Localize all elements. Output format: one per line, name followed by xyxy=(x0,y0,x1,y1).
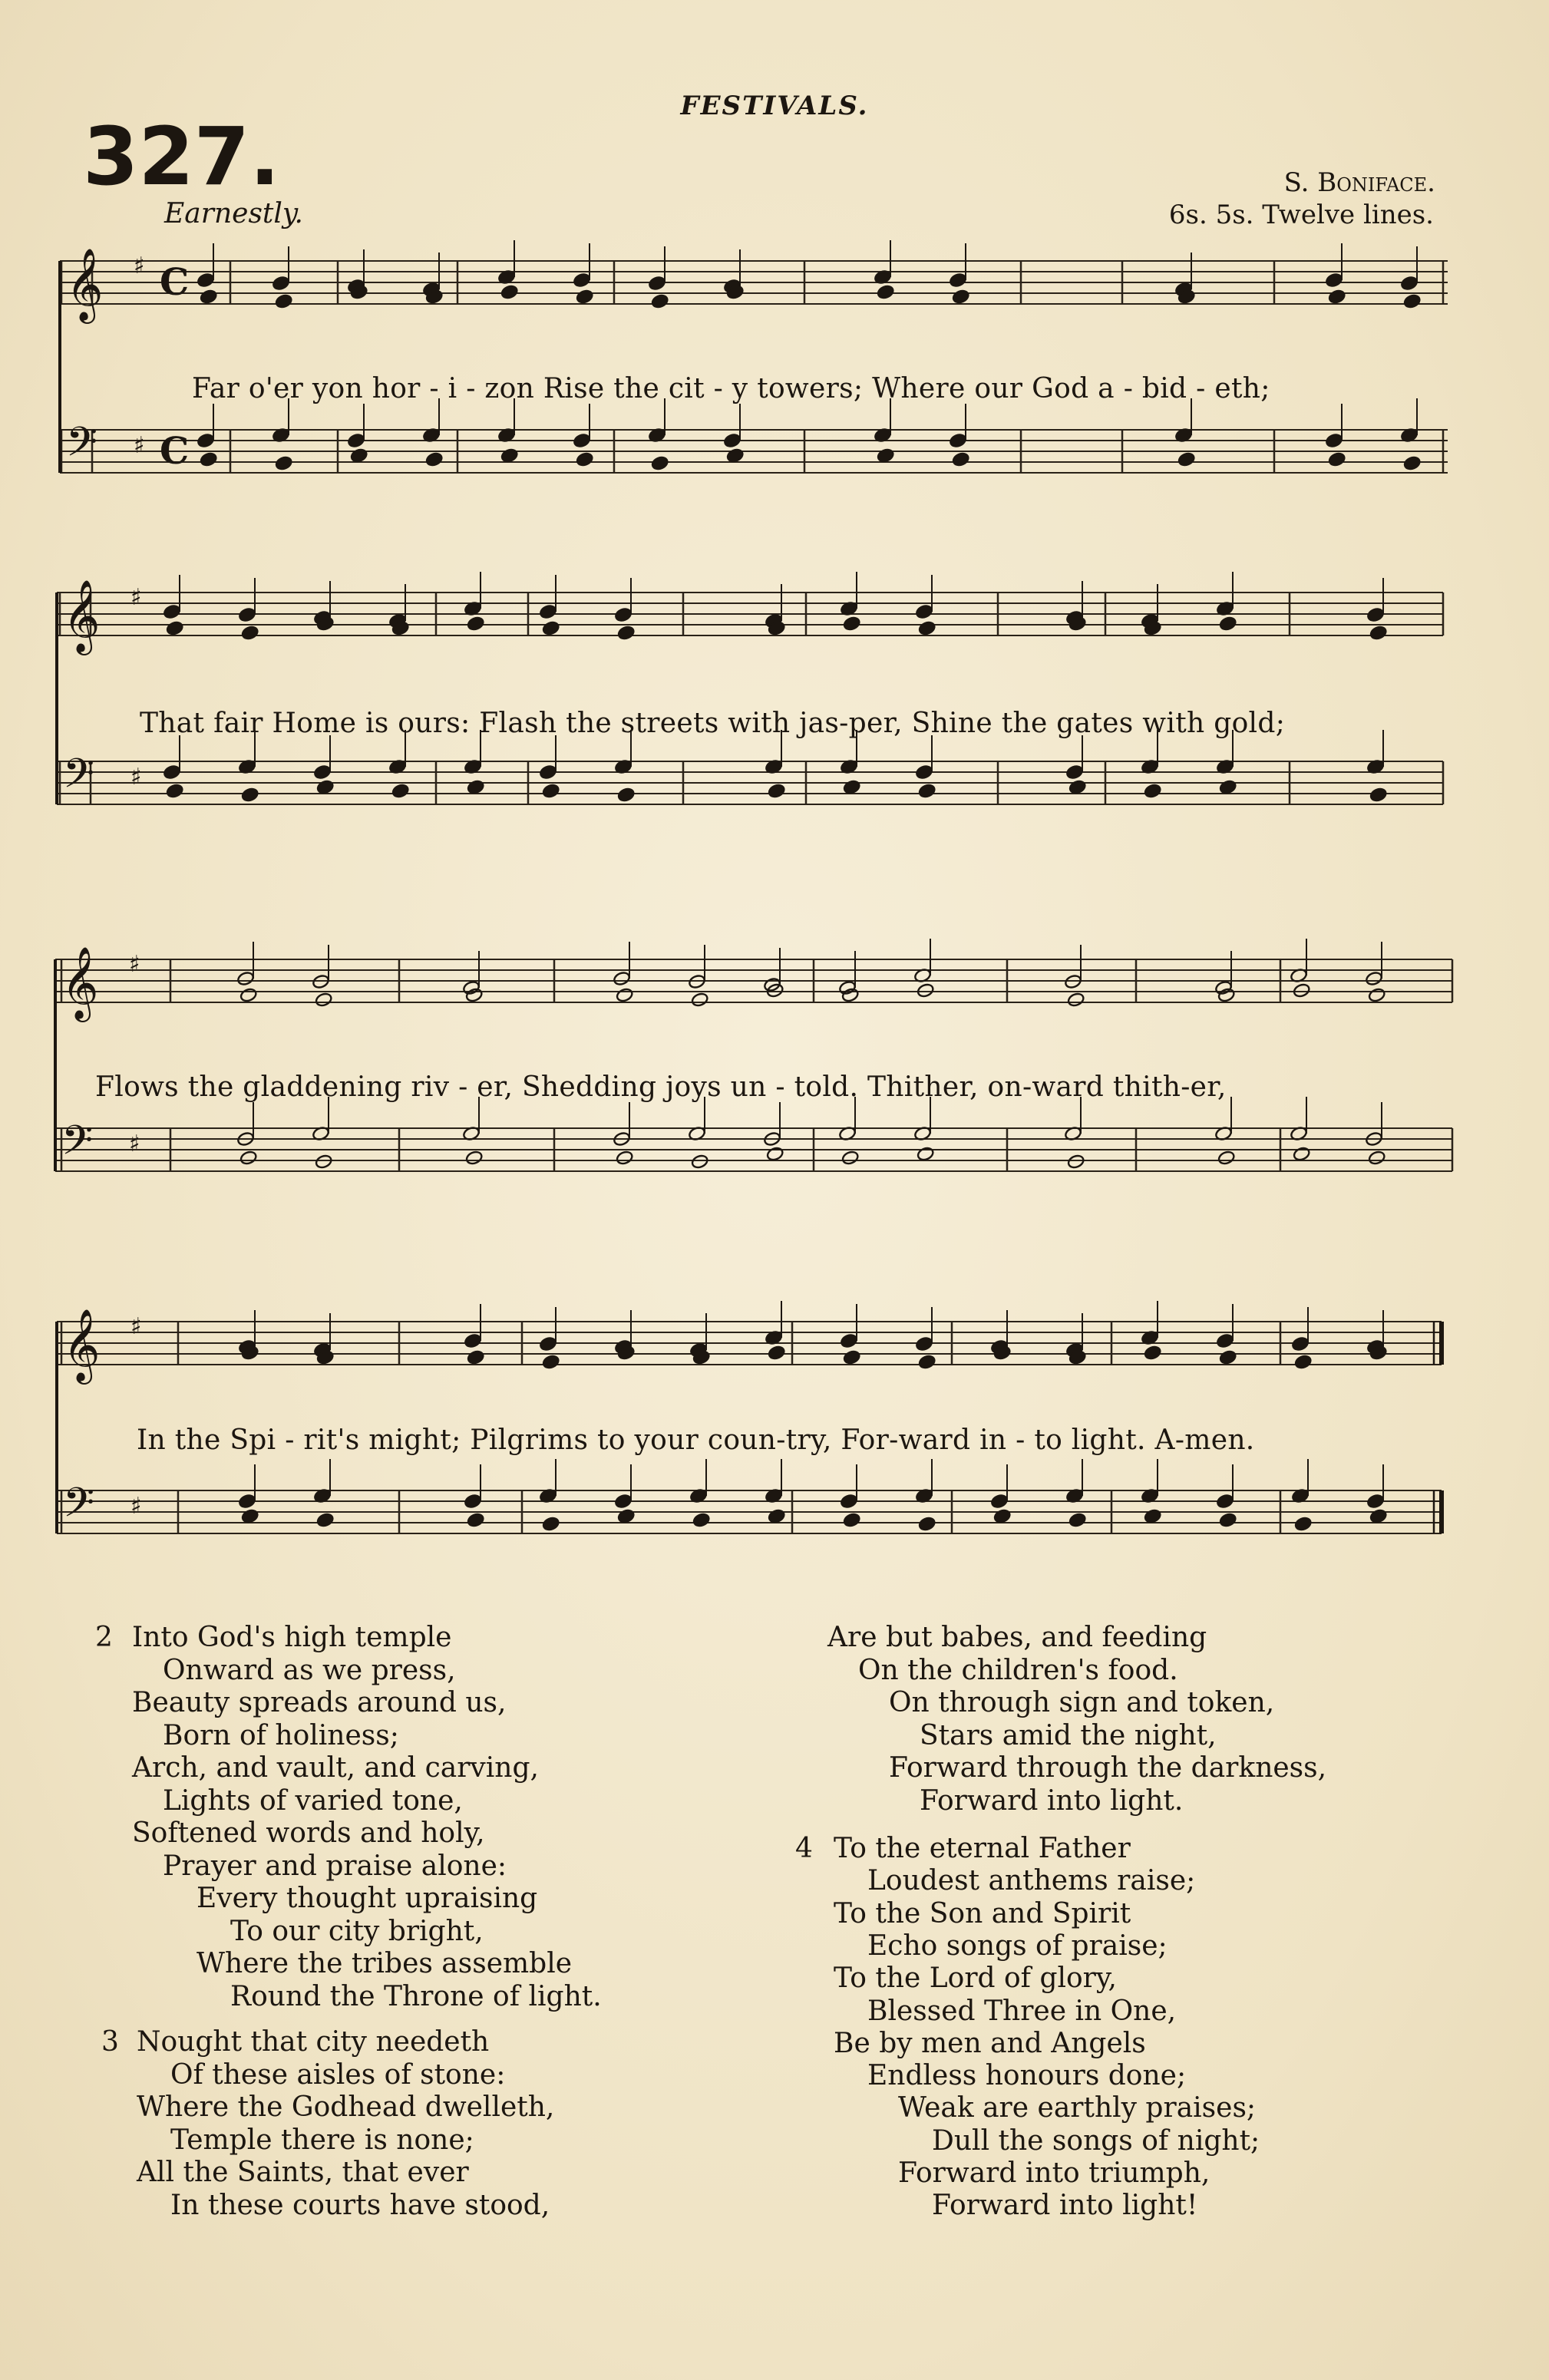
notehead xyxy=(1216,1494,1234,1509)
notehead xyxy=(1219,779,1237,794)
verse-2-number: 2 xyxy=(95,1622,113,1653)
notehead xyxy=(1067,992,1085,1007)
verse-2-line-8: Prayer and praise alone: xyxy=(163,1850,507,1882)
verse-3-line-4: Temple there is none; xyxy=(170,2124,474,2156)
common-time-icon: C xyxy=(160,261,190,304)
verse-2-line-6: Lights of varied tone, xyxy=(163,1784,463,1817)
notehead xyxy=(949,272,967,288)
notehead xyxy=(616,1150,634,1165)
verse-4-line-9: Weak are earthly praises; xyxy=(898,2092,1257,2124)
notehead xyxy=(200,451,218,467)
notehead xyxy=(1328,451,1346,467)
notehead xyxy=(1144,783,1162,798)
notehead xyxy=(1177,451,1196,467)
notehead xyxy=(952,289,970,304)
notehead xyxy=(542,1516,560,1531)
notehead xyxy=(573,433,591,448)
notehead xyxy=(467,1349,485,1365)
verse-2-line-9: Every thought upraising xyxy=(197,1883,538,1914)
verse-3b-line-5: Forward through the darkness, xyxy=(889,1752,1327,1784)
notehead xyxy=(166,620,184,635)
notehead xyxy=(1144,1508,1162,1523)
notehead xyxy=(1067,1154,1085,1169)
notehead xyxy=(350,447,368,463)
notehead xyxy=(1403,293,1422,309)
meter: 6s. 5s. Twelve lines. xyxy=(1168,200,1434,230)
notehead xyxy=(1368,1150,1386,1165)
sharp-icon: ♯ xyxy=(130,584,142,611)
notehead xyxy=(651,455,669,470)
verse-2-line-5: Arch, and vault, and carving, xyxy=(132,1752,539,1784)
notehead xyxy=(726,447,745,463)
treble-clef-icon: 𝄞 xyxy=(63,1309,101,1381)
notehead xyxy=(542,783,560,798)
notehead xyxy=(1403,455,1422,470)
notehead xyxy=(766,1146,784,1161)
bass-clef-icon: 𝄢 xyxy=(63,1480,95,1537)
notehead xyxy=(1294,1516,1313,1531)
verse-3b-line-3: On through sign and token, xyxy=(889,1687,1275,1718)
tempo-marking: Earnestly. xyxy=(164,198,303,229)
notehead xyxy=(1068,779,1087,794)
notehead xyxy=(1219,616,1237,631)
notehead xyxy=(1369,787,1388,802)
notehead xyxy=(614,1494,632,1509)
notehead xyxy=(1214,980,1233,995)
sharp-icon: ♯ xyxy=(134,432,145,459)
notehead xyxy=(1368,987,1386,1002)
notehead xyxy=(236,971,255,986)
notehead xyxy=(841,987,860,1002)
notehead xyxy=(949,433,967,448)
notehead xyxy=(272,276,290,291)
notehead xyxy=(1068,1512,1087,1527)
notehead xyxy=(838,980,857,995)
notehead xyxy=(1400,276,1419,291)
notehead xyxy=(462,980,481,995)
notehead xyxy=(723,433,741,448)
notehead xyxy=(163,764,181,780)
notehead xyxy=(464,1333,482,1348)
tune-name: S. Boniface. xyxy=(1283,167,1435,198)
sharp-icon: ♯ xyxy=(130,764,142,791)
verse-3-number: 3 xyxy=(101,2026,119,2058)
notehead xyxy=(275,293,293,309)
notehead xyxy=(238,607,256,622)
bass-clef-icon: 𝄢 xyxy=(66,419,98,476)
verse-4-line-7: Be by men and Angels xyxy=(834,2027,1146,2059)
notehead xyxy=(915,604,933,619)
notehead xyxy=(347,433,365,448)
verse-3-line-5: All the Saints, that ever xyxy=(137,2157,469,2188)
notehead xyxy=(197,433,215,448)
lyrics-system-4: In the Spi - rit's might; Pilgrims to your coun-try, For-ward in - to light. A-men. xyxy=(137,1424,1255,1456)
verse-4-line-10: Dull the songs of night; xyxy=(932,2124,1260,2157)
notehead xyxy=(1325,272,1343,288)
notehead xyxy=(166,783,184,798)
lyrics-system-1: Far o'er yon hor - i - zon Rise the cit - y towers; Where our God a - bid - eth; xyxy=(192,373,1270,404)
verse-3b-line-6: Forward into light. xyxy=(920,1784,1184,1817)
notehead xyxy=(952,451,970,467)
verse-4-line-8: Endless honours done; xyxy=(867,2060,1187,2092)
verse-4-line-1: To the eternal Father xyxy=(834,1833,1131,1864)
notehead xyxy=(1366,1494,1385,1509)
notehead xyxy=(768,1508,786,1523)
notehead xyxy=(467,779,485,794)
notehead xyxy=(313,764,332,780)
verse-2-line-7: Softened words and holy, xyxy=(132,1817,485,1849)
verse-3b-line-1: Are but babes, and feeding xyxy=(827,1622,1207,1653)
sharp-icon: ♯ xyxy=(129,951,140,978)
notehead xyxy=(840,1333,858,1348)
notehead xyxy=(163,604,181,619)
verse-3b-line-2: On the children's food. xyxy=(858,1654,1178,1686)
notehead xyxy=(993,1508,1012,1523)
notehead xyxy=(840,1494,858,1509)
notehead xyxy=(465,987,484,1002)
notehead xyxy=(315,992,333,1007)
notehead xyxy=(1366,607,1385,622)
notehead xyxy=(1216,1333,1234,1348)
verse-4-line-6: Blessed Three in One, xyxy=(867,1995,1177,2027)
notehead xyxy=(843,616,861,631)
notehead xyxy=(691,992,709,1007)
notehead xyxy=(918,1354,936,1369)
notehead xyxy=(614,607,632,622)
notehead xyxy=(467,616,485,631)
verse-2-line-2: Onward as we press, xyxy=(163,1654,456,1686)
notehead xyxy=(1328,289,1346,304)
verse-4-line-5: To the Lord of glory, xyxy=(834,1962,1117,1995)
lyrics-system-2: That fair Home is ours: Flash the streets with jas-per, Shine the gates with gold; xyxy=(140,708,1286,739)
notehead xyxy=(539,764,557,780)
notehead xyxy=(1325,433,1343,448)
verse-3-line-3: Where the Godhead dwelleth, xyxy=(137,2091,555,2123)
notehead xyxy=(500,284,519,299)
notehead xyxy=(238,1494,256,1509)
verse-4-line-4: Echo songs of praise; xyxy=(867,1929,1168,1962)
sharp-icon: ♯ xyxy=(134,253,145,279)
notehead xyxy=(692,1512,711,1527)
notehead xyxy=(915,1336,933,1352)
notehead xyxy=(648,276,666,291)
notehead xyxy=(1293,982,1311,998)
verse-4-line-2: Loudest anthems raise; xyxy=(867,1865,1196,1897)
bass-clef-icon: 𝄢 xyxy=(61,1117,94,1174)
notehead xyxy=(464,1494,482,1509)
notehead xyxy=(239,987,258,1002)
verse-3-line-1: Nought that city needeth xyxy=(137,2026,490,2058)
notehead xyxy=(843,1512,861,1527)
notehead xyxy=(917,1146,935,1161)
sharp-icon: ♯ xyxy=(130,1493,142,1520)
notehead xyxy=(613,971,631,986)
treble-clef-icon: 𝄞 xyxy=(61,946,99,1019)
notehead xyxy=(1217,1150,1236,1165)
notehead xyxy=(425,451,444,467)
notehead xyxy=(239,1150,258,1165)
notehead xyxy=(1291,1336,1310,1352)
notehead xyxy=(617,787,636,802)
notehead xyxy=(1369,625,1388,640)
notehead xyxy=(617,625,636,640)
notehead xyxy=(617,1508,636,1523)
notehead xyxy=(877,284,895,299)
notehead xyxy=(918,783,936,798)
notehead xyxy=(1065,764,1084,780)
notehead xyxy=(918,620,936,635)
notehead xyxy=(197,272,215,288)
verse-4-line-11: Forward into triumph, xyxy=(898,2157,1210,2189)
verse-2-line-4: Born of holiness; xyxy=(163,1719,399,1751)
notehead xyxy=(316,1512,335,1527)
notehead xyxy=(539,604,557,619)
lyrics-system-3: Flows the gladdening riv - er, Shedding joys un - told. Thither, on-ward thith-er, xyxy=(95,1071,1227,1103)
sharp-icon: ♯ xyxy=(129,1131,140,1157)
notehead xyxy=(465,1150,484,1165)
notehead xyxy=(500,447,519,463)
notehead xyxy=(990,1494,1009,1509)
notehead xyxy=(877,447,895,463)
verse-4-number: 4 xyxy=(795,1833,813,1864)
notehead xyxy=(391,783,410,798)
verse-4-line-12: Forward into light! xyxy=(932,2190,1198,2222)
notehead xyxy=(542,1354,560,1369)
notehead xyxy=(915,764,933,780)
verse-2-line-3: Beauty spreads around us, xyxy=(132,1687,507,1718)
notehead xyxy=(691,1154,709,1169)
verse-4-line-3: To the Son and Spirit xyxy=(834,1897,1131,1929)
verse-2-line-1: Into God's high temple xyxy=(132,1622,452,1653)
bass-clef-icon: 𝄢 xyxy=(63,751,95,807)
verse-2-line-12: Round the Throne of light. xyxy=(230,1980,602,2012)
notehead xyxy=(241,625,259,640)
verse-3-line-2: Of these aisles of stone: xyxy=(170,2058,506,2091)
notehead xyxy=(576,451,594,467)
verse-3b-line-4: Stars amid the night, xyxy=(920,1719,1217,1751)
notehead xyxy=(843,1349,861,1365)
notehead xyxy=(316,779,335,794)
notehead xyxy=(843,779,861,794)
notehead xyxy=(1144,1345,1162,1360)
notehead xyxy=(841,1150,860,1165)
notehead xyxy=(467,1512,485,1527)
sharp-icon: ♯ xyxy=(130,1313,142,1340)
notehead xyxy=(918,1516,936,1531)
notehead xyxy=(768,783,786,798)
notehead xyxy=(200,289,218,304)
hymn-number: 327. xyxy=(83,110,280,203)
notehead xyxy=(766,982,784,998)
notehead xyxy=(917,982,935,998)
notehead xyxy=(241,787,259,802)
notehead xyxy=(1217,987,1236,1002)
verse-3-line-6: In these courts have stood, xyxy=(170,2189,550,2221)
verse-2-line-10: To our city bright, xyxy=(230,1915,484,1947)
notehead xyxy=(315,1154,333,1169)
notehead xyxy=(651,293,669,309)
common-time-icon: C xyxy=(160,430,190,473)
notehead xyxy=(1219,1349,1237,1365)
verse-2-line-11: Where the tribes assemble xyxy=(197,1948,573,1979)
notehead xyxy=(241,1508,259,1523)
notehead xyxy=(1369,1508,1388,1523)
treble-clef-icon: 𝄞 xyxy=(66,248,104,321)
notehead xyxy=(1219,1512,1237,1527)
notehead xyxy=(573,272,591,288)
notehead xyxy=(275,455,293,470)
treble-clef-icon: 𝄞 xyxy=(63,579,101,652)
running-head: FESTIVALS. xyxy=(680,91,869,121)
notehead xyxy=(539,1336,557,1352)
notehead xyxy=(1365,971,1383,986)
notehead xyxy=(542,620,560,635)
notehead xyxy=(768,1345,786,1360)
notehead xyxy=(576,289,594,304)
notehead xyxy=(616,987,634,1002)
notehead xyxy=(1294,1354,1313,1369)
notehead xyxy=(1293,1146,1311,1161)
